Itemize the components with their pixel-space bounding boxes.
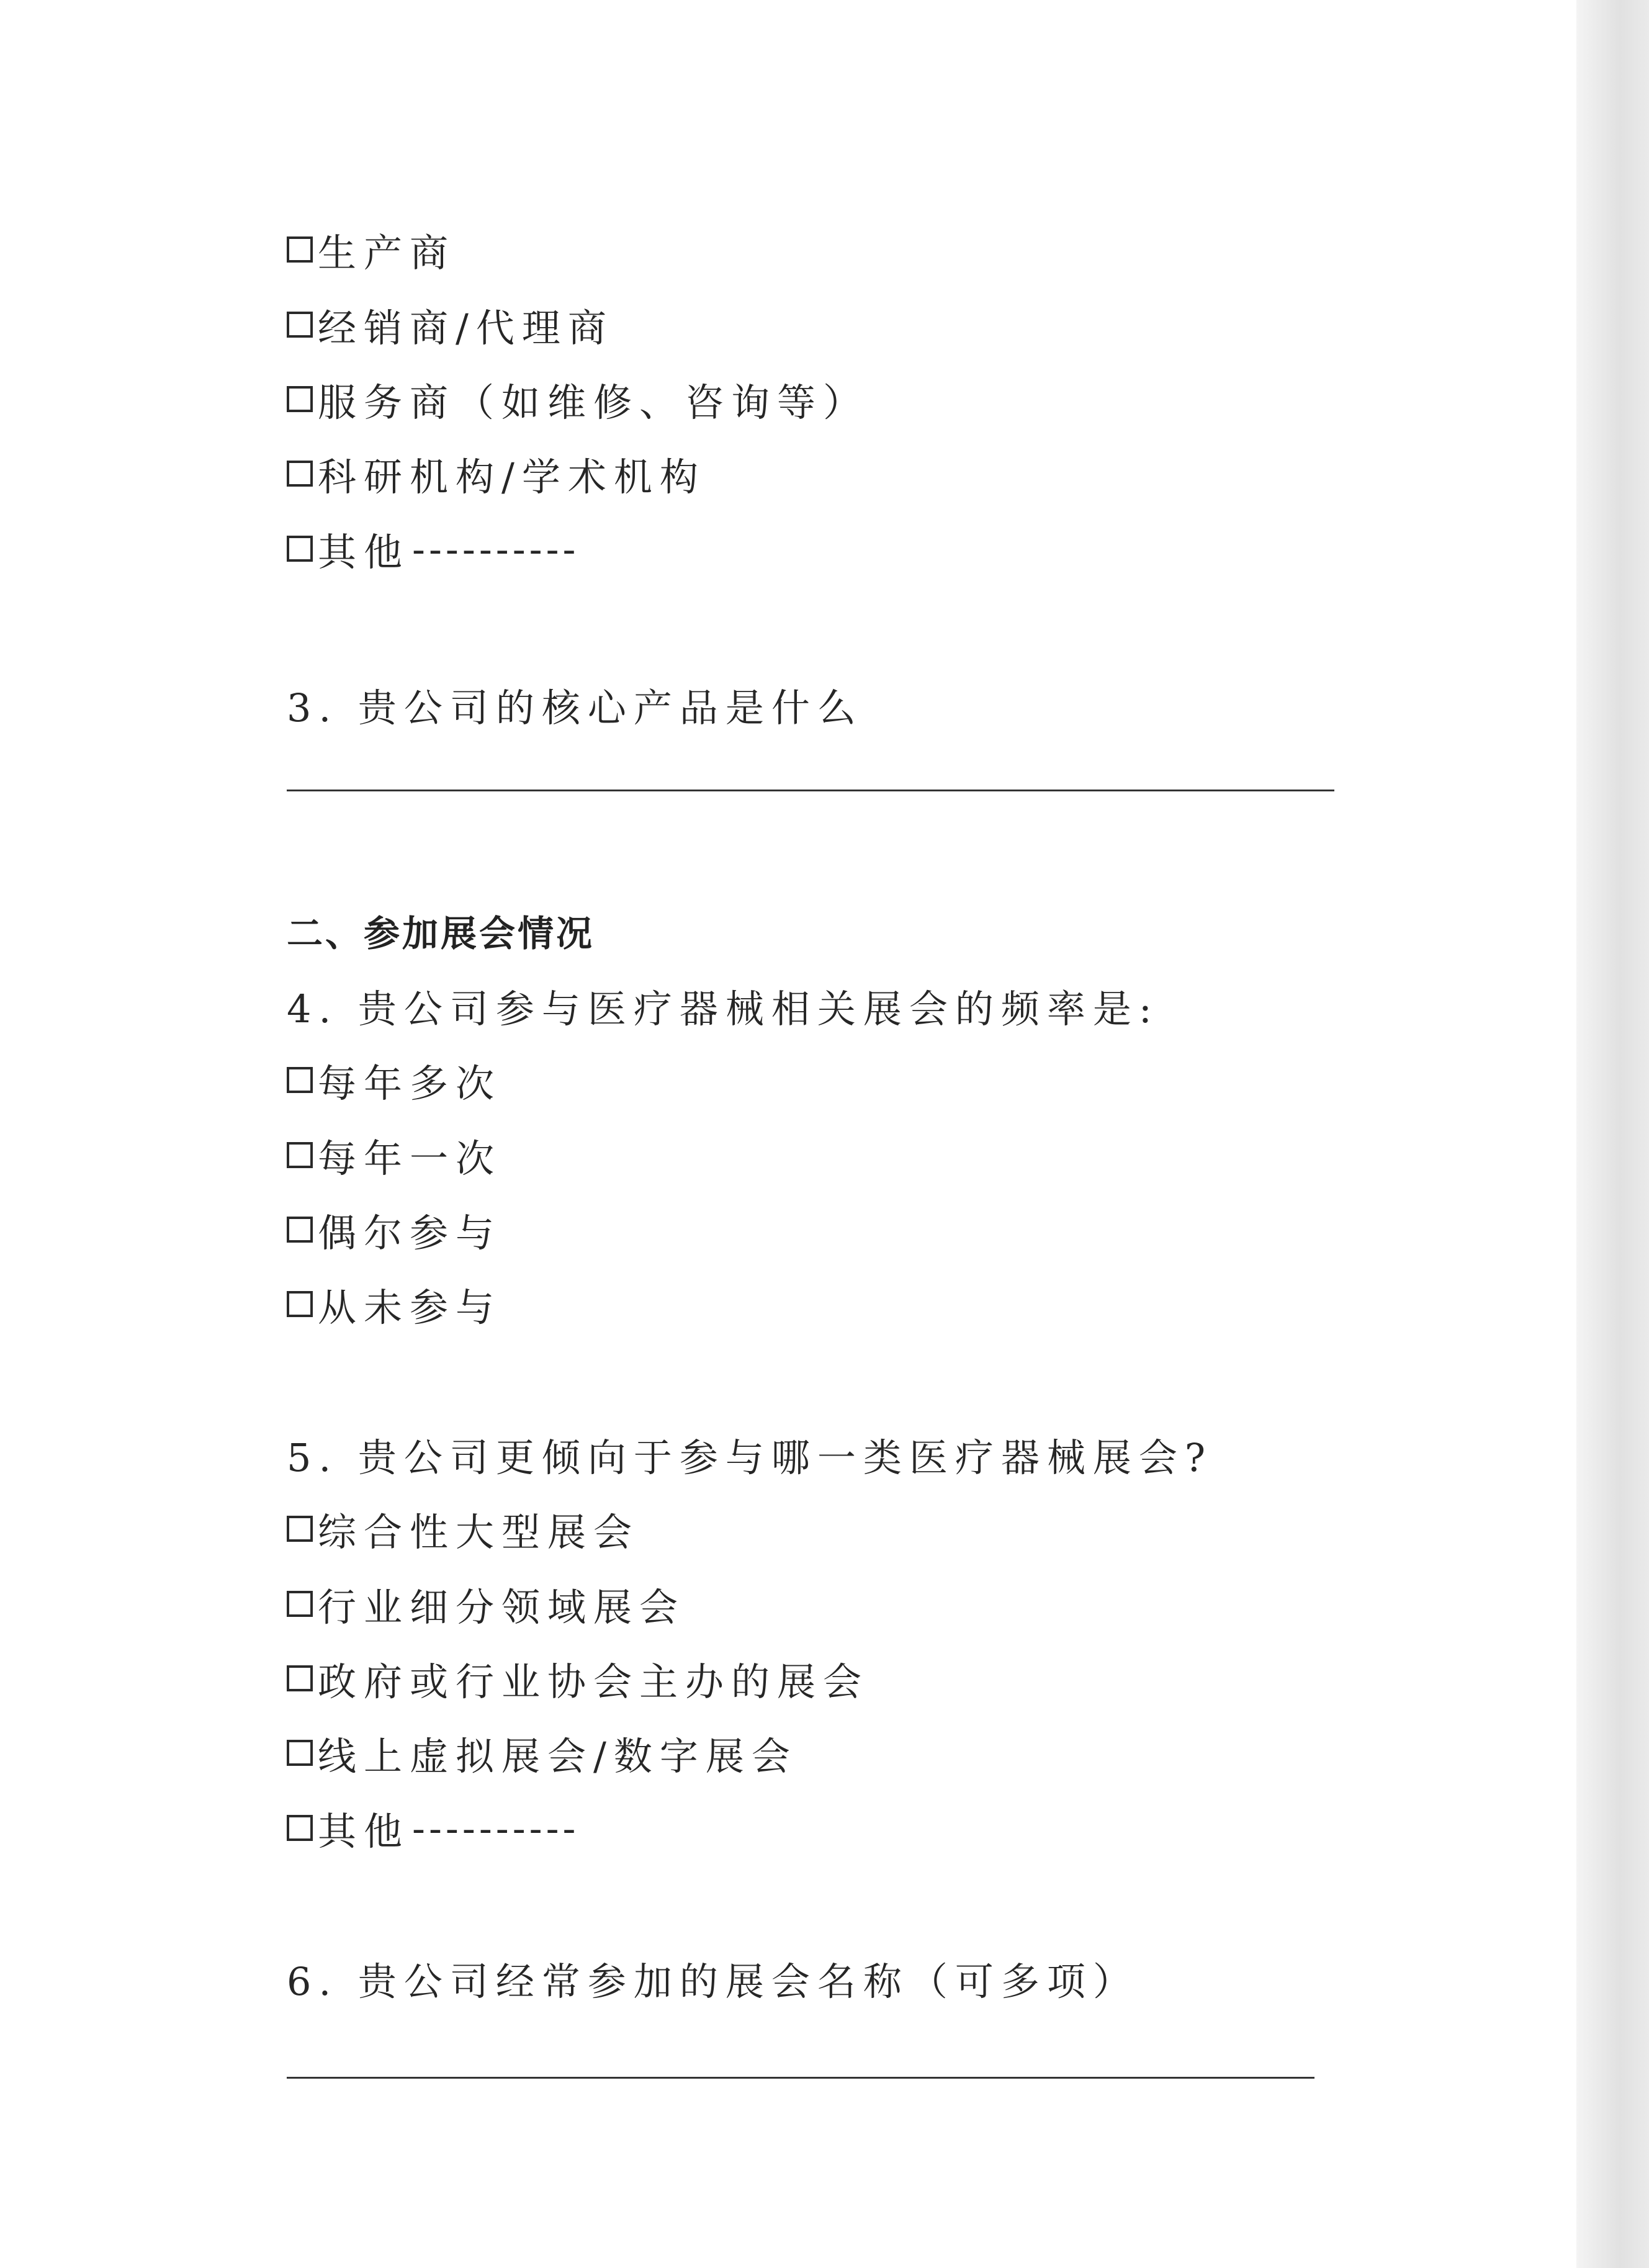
q2-option-other[interactable] [287, 521, 580, 577]
q5-option-government[interactable] [287, 1650, 869, 1706]
question-4: 4. 贵公司参与医疗器械相关展会的频率是: [287, 986, 1159, 1032]
q2-option-service-provider[interactable] [287, 371, 869, 427]
q4-option-occasionally[interactable] [287, 1202, 501, 1258]
section-title: 二、参加展会情况 [287, 912, 595, 955]
q5-option-comprehensive[interactable] [287, 1501, 639, 1557]
option-label: 偶尔参与 [318, 1210, 502, 1256]
checkbox-icon[interactable] [287, 1291, 313, 1317]
checkbox-icon[interactable] [287, 1516, 313, 1542]
option-label: 其他 [318, 1808, 410, 1854]
option-label: 政府或行业协会主办的展会 [318, 1658, 869, 1704]
fill-in-blank[interactable]: ---------- [412, 526, 580, 572]
checkbox-icon[interactable] [287, 386, 313, 412]
checkbox-icon[interactable] [287, 1591, 313, 1617]
checkbox-icon[interactable] [287, 1815, 313, 1841]
q3-answer-line[interactable] [287, 790, 1334, 791]
fill-in-blank[interactable]: ---------- [412, 1805, 580, 1851]
option-label: 其他 [318, 529, 410, 575]
q4-option-once-per-year[interactable] [287, 1127, 501, 1183]
question-6: 6. 贵公司经常参加的展会名称（可多项） [287, 1958, 1139, 2004]
checkbox-icon[interactable] [287, 236, 313, 263]
checkbox-icon[interactable] [287, 1067, 313, 1093]
q4-option-never[interactable] [287, 1276, 501, 1332]
q4-option-multiple-per-year[interactable] [287, 1052, 501, 1108]
checkbox-icon[interactable] [287, 1740, 313, 1766]
q6-answer-line[interactable] [287, 2077, 1314, 2079]
option-label: 经销商/代理商 [318, 305, 614, 351]
option-label: 线上虚拟展会/数字展会 [318, 1733, 798, 1779]
checkbox-icon[interactable] [287, 461, 313, 487]
option-label: 从未参与 [318, 1284, 502, 1330]
checkbox-icon[interactable] [287, 1217, 313, 1243]
q5-option-virtual[interactable] [287, 1725, 798, 1781]
option-label: 科研机构/学术机构 [318, 454, 706, 500]
checkbox-icon[interactable] [287, 1142, 313, 1168]
checkbox-icon[interactable] [287, 312, 313, 338]
option-label: 每年多次 [318, 1060, 502, 1106]
q5-option-other[interactable] [287, 1800, 580, 1856]
q2-option-distributor[interactable] [287, 297, 614, 353]
question-3: 3. 贵公司的核心产品是什么 [287, 685, 863, 731]
q5-option-niche[interactable] [287, 1576, 685, 1632]
option-label: 生产商 [318, 230, 456, 276]
option-label: 行业细分领域展会 [318, 1584, 686, 1630]
option-label: 每年一次 [318, 1135, 502, 1181]
q2-option-research[interactable] [287, 446, 706, 502]
q2-option-manufacturer[interactable] [287, 222, 456, 277]
question-5: 5. 贵公司更倾向于参与哪一类医疗器械展会? [287, 1434, 1213, 1480]
option-label: 综合性大型展会 [318, 1509, 640, 1555]
checkbox-icon[interactable] [287, 536, 313, 562]
checkbox-icon[interactable] [287, 1665, 313, 1691]
option-label: 服务商（如维修、咨询等） [318, 379, 869, 425]
